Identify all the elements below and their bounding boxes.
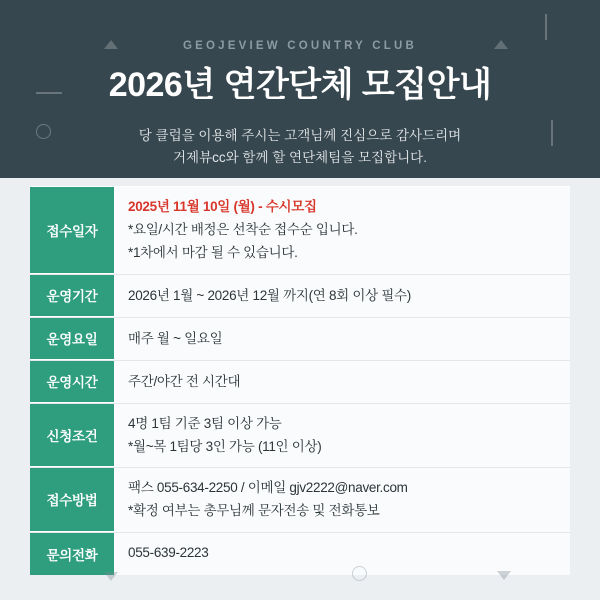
table-row <box>30 533 570 575</box>
info-table <box>30 186 570 575</box>
row-value-line: 주간/야간 전 시간대 <box>128 373 241 389</box>
page-title: 2026년 연간단체 모집안내 <box>108 66 492 104</box>
poster-header <box>0 0 600 178</box>
row-value-line: 팩스 055-634-2250 / 이메일 gjv2222@naver.com <box>128 480 408 496</box>
row-value <box>114 468 570 531</box>
row-value-line: *요일/시간 배정은 선착순 접수순 입니다. <box>128 222 358 238</box>
table-row <box>30 275 570 318</box>
row-value-line: *확정 여부는 총무님께 문자전송 및 전화통보 <box>128 503 380 519</box>
row-value <box>114 275 570 317</box>
row-value <box>114 187 570 274</box>
row-value <box>114 318 570 360</box>
row-value-line: 055-639-2223 <box>128 545 209 561</box>
table-row <box>30 468 570 532</box>
line-decor-icon <box>545 14 547 40</box>
row-value-line: *월~목 1팀당 3인 가능 (11인 이상) <box>128 438 322 454</box>
table-row <box>30 361 570 404</box>
table-row <box>30 318 570 361</box>
row-value <box>114 533 570 575</box>
row-value-line: *1차에서 마감 될 수 있습니다. <box>128 245 298 261</box>
subtitle-line-1: 당 클럽을 이용해 주시는 고객님께 진심으로 감사드리며 <box>138 128 462 144</box>
subtitle-line-2: 거제뷰cc와 함께 할 연단체팀을 모집합니다. <box>173 150 427 166</box>
row-value-line: 4명 1팀 기준 3팀 이상 가능 <box>128 415 282 431</box>
row-label: 운영요일 <box>30 318 114 360</box>
table-row <box>30 187 570 275</box>
row-value-line: 2026년 1월 ~ 2026년 12월 까지(연 8회 이상 필수) <box>128 287 411 303</box>
row-value-line: 2025년 11월 10일 (월) - 수시모집 <box>128 199 317 214</box>
row-label: 운영시간 <box>30 361 114 403</box>
row-label: 신청조건 <box>30 404 114 467</box>
row-value <box>114 404 570 467</box>
row-value-line: 매주 월 ~ 일요일 <box>128 330 223 346</box>
subtitle-block <box>0 125 600 170</box>
row-label: 접수방법 <box>30 468 114 531</box>
table-row <box>30 404 570 468</box>
row-label: 운영기간 <box>30 275 114 317</box>
row-label: 접수일자 <box>30 187 114 274</box>
row-label: 문의전화 <box>30 533 114 575</box>
row-value <box>114 361 570 403</box>
club-name-eyebrow: GEOJEVIEW COUNTRY CLUB <box>183 40 417 52</box>
